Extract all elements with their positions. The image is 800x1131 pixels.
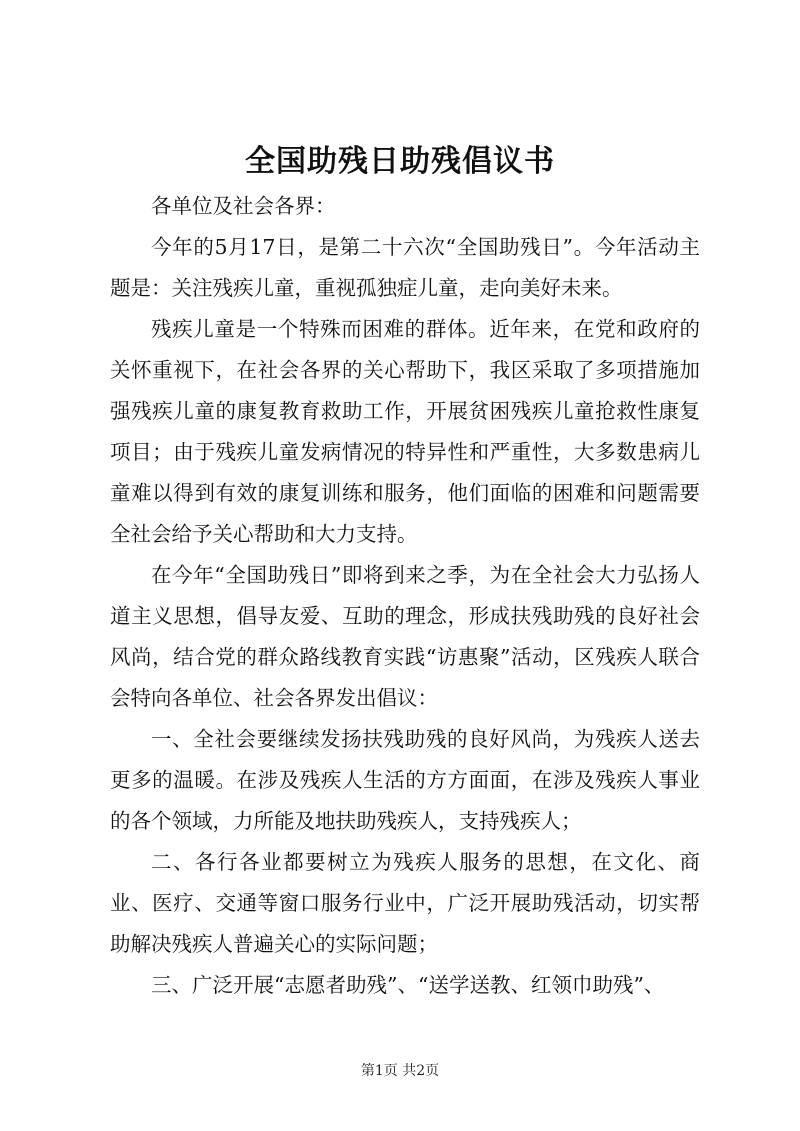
proposal-item-2: 二、各行各业都要树立为残疾人服务的思想，在文化、商业、医疗、交通等窗口服务行业中，广泛开展助残活动，切实帮助解决残疾人普遍关心的实际问题；: [110, 850, 700, 956]
initiative-paragraph: 在今年“全国助残日”即将到来之季，为在全社会大力弘扬人道主义思想，倡导友爱、互助的理念，形成扶残助残的良好社会风尚，结合党的群众路线教育实践“访惠聚”活动，区残疾人联合会特向各单位、社会各界发出倡议：: [110, 563, 700, 710]
document-title: 全国助残日助残倡议书: [245, 144, 555, 179]
proposal-item-1: 一、全社会要继续发扬扶残助残的良好风尚，为残疾人送去更多的温暖。在涉及残疾人生活的方方面面，在涉及残疾人事业的各个领域，力所能及地扶助残疾人，支持残疾人；: [110, 727, 700, 833]
proposal-item-3: 三、广泛开展“志愿者助残”、“送学送教、红领巾助残”、: [151, 973, 665, 997]
document-body: [110, 186, 700, 1006]
intro-paragraph: 今年的5月17日，是第二十六次“全国助残日”。今年活动主题是：关注残疾儿童，重视孤独症儿童，走向美好未来。: [110, 235, 700, 300]
page-number-footer: 第1页 共2页: [360, 1063, 440, 1079]
salutation-paragraph: 各单位及社会各界：: [151, 194, 336, 218]
background-paragraph: 残疾儿童是一个特殊而困难的群体。近年来，在党和政府的关怀重视下，在社会各界的关心帮助下，我区采取了多项措施加强残疾儿童的康复教育救助工作，开展贫困残疾儿童抢救性康复项目；由于残疾儿童发病情况的特异性和严重性，大多数患病儿童难以得到有效的康复训练和服务，他们面临的困难和问题需要全社会给予关心帮助和大力支持。: [110, 317, 700, 546]
